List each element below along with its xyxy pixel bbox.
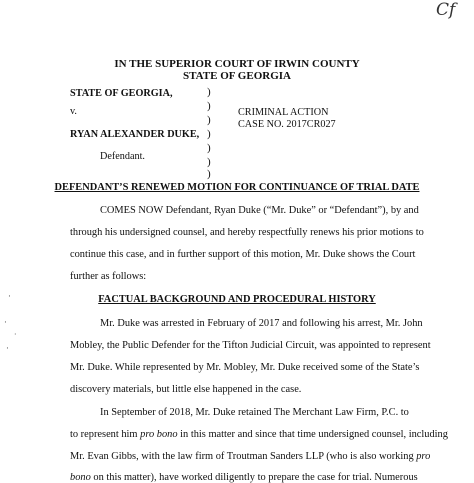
case-number: CASE NO. 2017CR027 (238, 119, 336, 130)
intro-line-1: COMES NOW Defendant, Ryan Duke (“Mr. Duke” or “Defendant”), by and (100, 205, 419, 216)
para2-text: to represent him (70, 429, 141, 440)
scan-speck: · (6, 344, 9, 354)
scan-speck: · (4, 318, 7, 328)
caption-defendant-name: RYAN ALEXANDER DUKE, (70, 129, 200, 140)
caption-plaintiff: STATE OF GEORGIA, (70, 88, 173, 99)
caption-paren: ) (207, 100, 211, 112)
intro-line-2: through his undersigned counsel, and hereby respectfully renews his prior motions to (70, 227, 424, 238)
section-heading: FACTUAL BACKGROUND AND PROCEDURAL HISTORY (98, 294, 376, 305)
para2-text: on this matter), have worked diligently to prepare the case for trial. Numerous (90, 472, 418, 483)
para2-line-1: In September of 2018, Mr. Duke retained The Merchant Law Firm, P.C. to (100, 407, 409, 418)
para2-line-3 (70, 451, 430, 462)
para2-italic: pro (416, 451, 431, 462)
caption-paren: ) (207, 114, 211, 126)
caption-paren: ) (207, 168, 211, 180)
caption-defendant-role: Defendant. (100, 151, 145, 162)
caption-paren: ) (207, 86, 211, 98)
para2-line-2 (70, 429, 448, 440)
para1-line-4: discovery materials, but little else happened in the case. (70, 384, 302, 395)
intro-line-3: continue this case, and in further support of this motion, Mr. Duke shows the Court (70, 249, 416, 260)
para2-text: in this matter and since that time undersigned counsel, including (177, 429, 448, 440)
scan-speck: · (8, 292, 11, 302)
para1-line-3: Mr. Duke. While represented by Mr. Mobley, Mr. Duke received some of the State’s (70, 362, 420, 373)
scan-speck: · (14, 330, 17, 339)
court-name: IN THE SUPERIOR COURT OF IRWIN COUNTY (114, 58, 360, 70)
caption-paren: ) (207, 156, 211, 168)
para2-text: Mr. Evan Gibbs, with the law firm of Troutman Sanders LLP (who is also working (70, 451, 417, 462)
caption-paren: ) (207, 142, 211, 154)
para2-italic: bono (70, 472, 91, 483)
caption-versus: v. (70, 106, 77, 117)
para1-line-2: Mobley, the Public Defender for the Tifton Judicial Circuit, was appointed to represent (70, 340, 431, 351)
caption-paren: ) (207, 128, 211, 140)
intro-line-4: further as follows: (70, 271, 147, 282)
motion-title: DEFENDANT’S RENEWED MOTION FOR CONTINUANCE OF TRIAL DATE (54, 182, 420, 193)
para1-line-1: Mr. Duke was arrested in February of 2017 and following his arrest, Mr. John (100, 318, 423, 329)
court-state: STATE OF GEORGIA (183, 70, 291, 82)
case-type: CRIMINAL ACTION (238, 107, 329, 118)
para2-italic: pro bono (140, 429, 178, 440)
handwritten-initials: Cf (436, 0, 456, 20)
